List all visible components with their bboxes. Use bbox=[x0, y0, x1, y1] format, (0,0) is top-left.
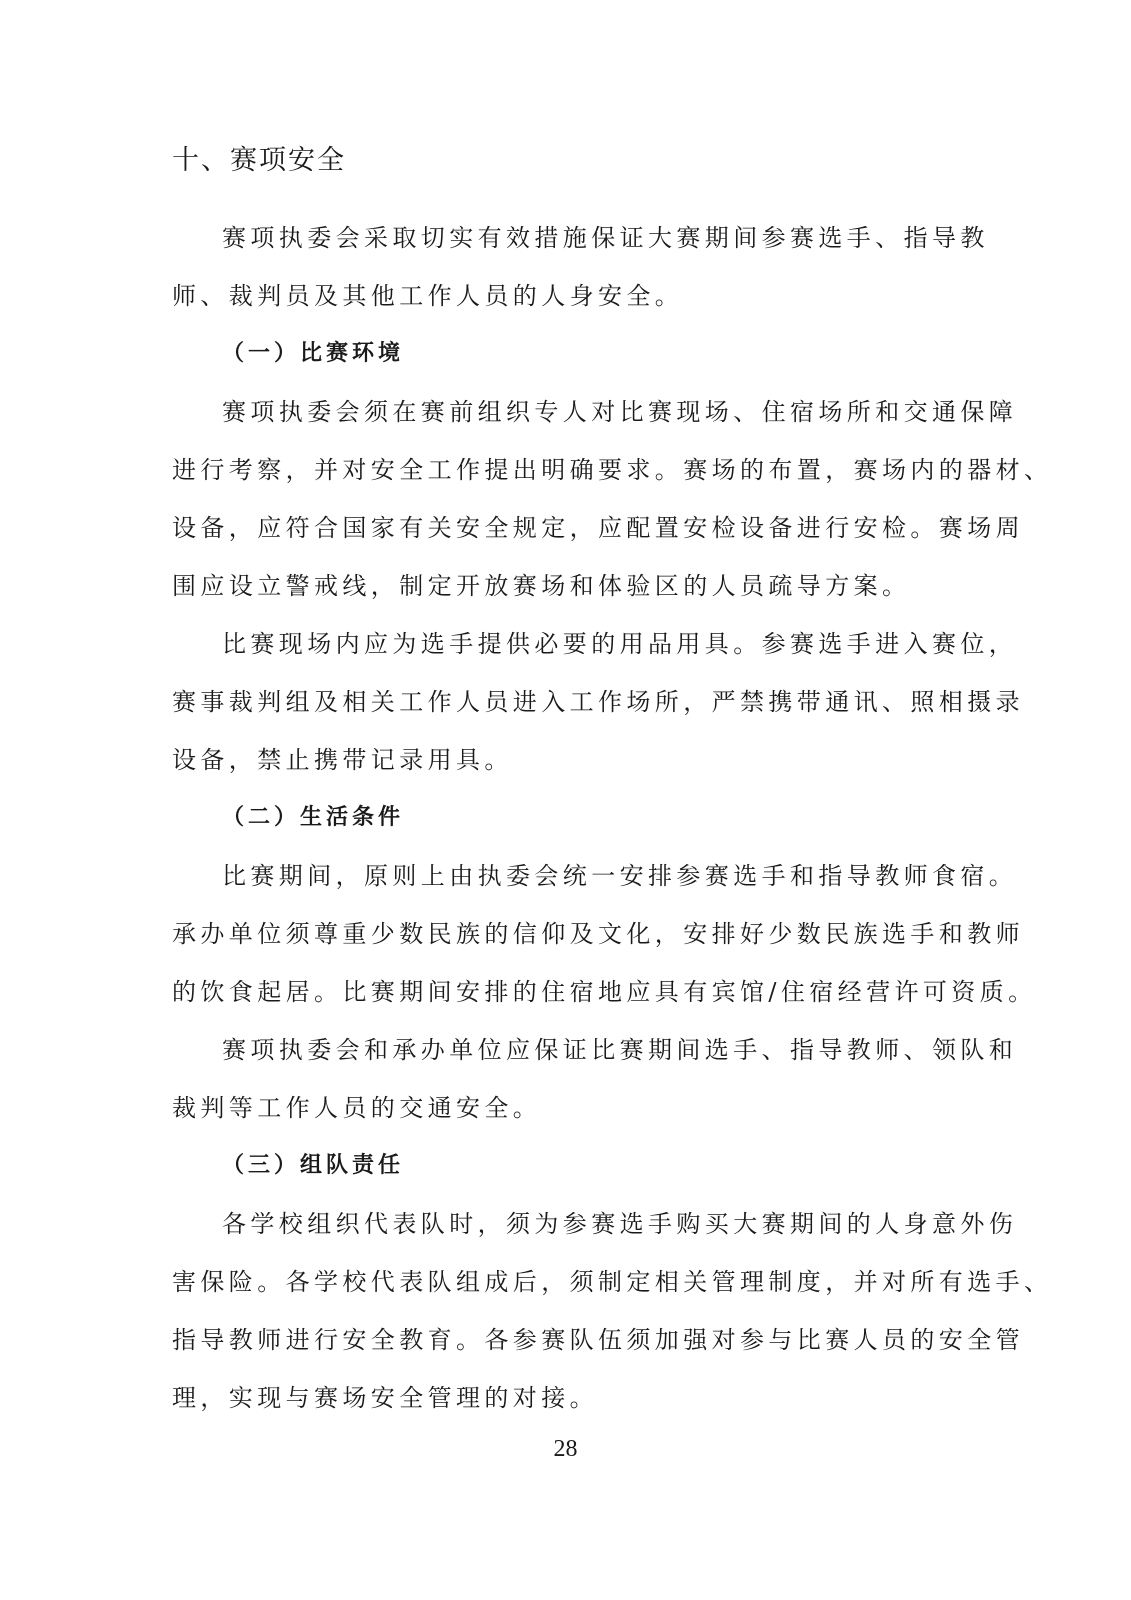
paragraph-line: 赛事裁判组及相关工作人员进入工作场所，严禁携带通讯、照相摄录 bbox=[172, 688, 1024, 716]
paragraph-line: 比赛现场内应为选手提供必要的用品用具。参赛选手进入赛位， bbox=[222, 630, 1018, 658]
subsection-title-living: （二）生活条件 bbox=[222, 805, 405, 830]
paragraph-line: 承办单位须尊重少数民族的信仰及文化，安排好少数民族选手和教师 bbox=[172, 920, 1024, 948]
paragraph-line: 赛项执委会和承办单位应保证比赛期间选手、指导教师、领队和 bbox=[222, 1036, 1018, 1064]
paragraph-line: 理，实现与赛场安全管理的对接。 bbox=[172, 1384, 598, 1412]
page-number: 28 bbox=[553, 1436, 578, 1462]
paragraph-line: 裁判等工作人员的交通安全。 bbox=[172, 1094, 542, 1122]
paragraph-line: 进行考察，并对安全工作提出明确要求。赛场的布置，赛场内的器材、 bbox=[172, 456, 1053, 484]
paragraph-line: 的饮食起居。比赛期间安排的住宿地应具有宾馆/住宿经营许可资质。 bbox=[172, 978, 1037, 1006]
subsection-title-environment: （一）比赛环境 bbox=[222, 341, 405, 366]
paragraph-line: 围应设立警戒线，制定开放赛场和体验区的人员疏导方案。 bbox=[172, 572, 911, 600]
paragraph-line: 各学校组织代表队时，须为参赛选手购买大赛期间的人身意外伤 bbox=[222, 1210, 1018, 1238]
intro-line: 赛项执委会采取切实有效措施保证大赛期间参赛选手、指导教 bbox=[222, 224, 989, 252]
subsection-title-team: （三）组队责任 bbox=[222, 1153, 405, 1178]
paragraph-line: 赛项执委会须在赛前组织专人对比赛现场、住宿场所和交通保障 bbox=[222, 398, 1018, 426]
paragraph-line: 害保险。各学校代表队组成后，须制定相关管理制度，并对所有选手、 bbox=[172, 1268, 1053, 1296]
intro-line: 师、裁判员及其他工作人员的人身安全。 bbox=[172, 282, 684, 310]
paragraph-line: 指导教师进行安全教育。各参赛队伍须加强对参与比赛人员的安全管 bbox=[172, 1326, 1024, 1354]
paragraph-line: 设备，禁止携带记录用具。 bbox=[172, 746, 513, 774]
paragraph-line: 比赛期间，原则上由执委会统一安排参赛选手和指导教师食宿。 bbox=[222, 862, 1018, 890]
section-heading: 十、赛项安全 bbox=[172, 145, 346, 176]
paragraph-line: 设备，应符合国家有关安全规定，应配置安检设备进行安检。赛场周 bbox=[172, 514, 1024, 542]
